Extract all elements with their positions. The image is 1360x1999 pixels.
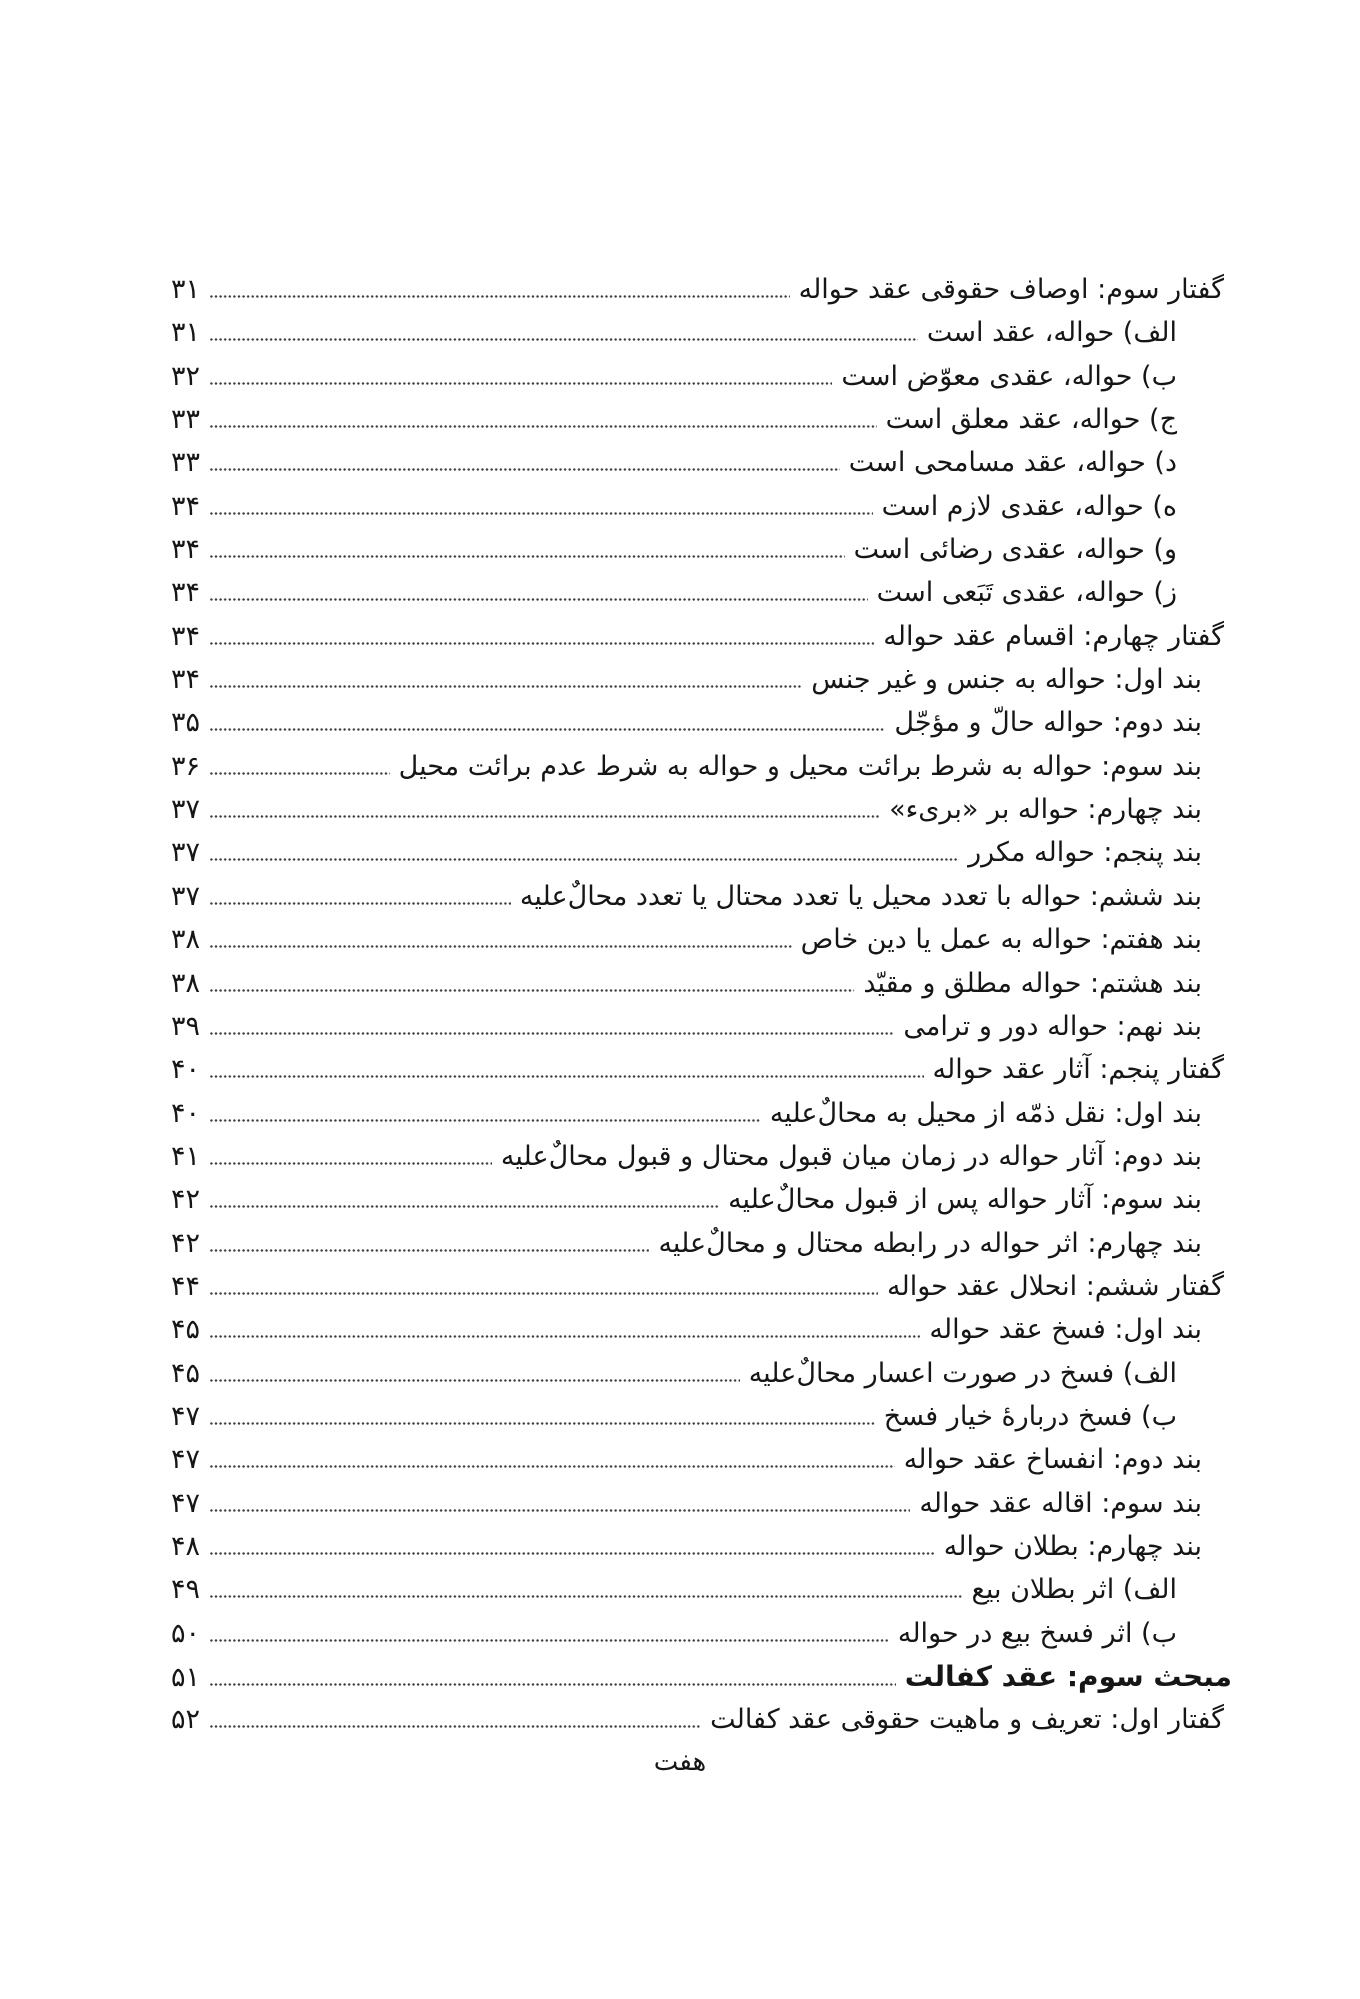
dot-leader [210,555,845,558]
entry-title: بند ششم: حواله با تعدد محیل یا تعدد محتال یا تعدد محالٌ‌علیه [519,880,1202,912]
dot-leader [210,1205,719,1208]
dot-leader [210,858,959,861]
toc-row [150,1482,1232,1525]
toc-row [150,918,1232,961]
dot-leader [210,1509,910,1512]
entry-title: الف) حواله، عقد است [926,317,1177,349]
entry-page-number: ۳۴ [170,534,200,566]
dot-leader [210,902,511,905]
page-footer-label: هفت [653,1747,707,1777]
dot-leader [210,1725,701,1728]
entry-title: ج) حواله، عقد معلق است [885,404,1177,436]
toc-row [150,311,1232,354]
entry-page-number: ۳۷ [170,794,200,826]
dot-leader [210,598,868,601]
toc-row [150,571,1232,614]
entry-title: الف) فسخ در صورت اعسار محالٌ‌علیه [748,1357,1177,1389]
dot-leader [210,1465,895,1468]
toc-row [150,1655,1232,1698]
dot-leader [210,338,918,341]
toc-row [150,1698,1232,1741]
toc-row [150,441,1232,484]
dot-leader [210,642,874,645]
entry-title: گفتار سوم: اوصاف حقوقی عقد حواله [798,274,1224,305]
entry-page-number: ۳۱ [170,317,200,349]
entry-page-number: ۴۲ [170,1184,200,1216]
entry-title: بند چهارم: بطلان حواله [943,1530,1202,1562]
toc-row [150,1092,1232,1135]
entry-page-number: ۳۴ [170,664,200,696]
toc-row [150,1265,1232,1308]
toc-row [150,1222,1232,1265]
dot-leader [210,945,792,948]
dot-leader [210,1683,896,1686]
entry-title: بند نهم: حواله دور و ترامی [903,1010,1202,1042]
toc-row [150,355,1232,398]
entry-page-number: ۳۴ [170,577,200,609]
entry-page-number: ۳۸ [170,967,200,999]
entry-page-number: ۴۱ [170,1140,200,1172]
entry-title: بند پنجم: حواله مکرر [968,837,1202,869]
entry-title: بند چهارم: اثر حواله در رابطه محتال و محالٌ‌علیه [658,1227,1202,1259]
toc-row [150,1525,1232,1568]
toc-row [150,1612,1232,1655]
toc-row [150,1395,1232,1438]
entry-page-number: ۳۲ [170,360,200,392]
entry-title: بند سوم: حواله به شرط برائت محیل و حواله به شرط عدم برائت محیل [398,750,1202,782]
toc-row [150,615,1232,658]
entry-page-number: ۵۱ [170,1662,200,1693]
dot-leader [210,468,840,471]
dot-leader [210,1335,920,1338]
entry-title: الف) اثر بطلان بیع [971,1574,1177,1606]
entry-title: بند دوم: آثار حواله در زمان میان قبول محتال و قبول محالٌ‌علیه [500,1140,1202,1172]
entry-title: گفتار اول: تعریف و ماهیت حقوقی عقد کفالت [710,1704,1224,1736]
toc-row [150,268,1232,311]
dot-leader [210,1162,492,1165]
dot-leader [210,772,390,775]
entry-title: ب) اثر فسخ بیع در حواله [897,1617,1177,1649]
dot-leader [210,1639,889,1642]
dot-leader [210,1249,649,1252]
entry-title: گفتار ششم: انحلال عقد حواله [887,1270,1224,1302]
entry-title: بند چهارم: حواله بر «بریء» [889,794,1202,826]
dot-leader [210,1422,875,1425]
entry-title: د) حواله، عقد مسامحی است [848,447,1177,479]
toc-row [150,1178,1232,1221]
toc-row [150,875,1232,918]
entry-page-number: ۳۱ [170,274,200,305]
dot-leader [210,425,877,428]
dot-leader [210,1552,935,1555]
entry-page-number: ۵۰ [170,1617,200,1649]
entry-title: ب) حواله، عقدی معوّض است [841,360,1177,392]
entry-title: گفتار چهارم: اقسام عقد حواله [883,620,1224,652]
entry-page-number: ۴۷ [170,1487,200,1519]
dot-leader [210,685,802,688]
toc-row [150,1048,1232,1091]
entry-page-number: ۳۴ [170,490,200,522]
toc-row [150,831,1232,874]
toc-row [150,398,1232,441]
entry-page-number: ۴۵ [170,1357,200,1389]
entry-title: بند سوم: آثار حواله پس از قبول محالٌ‌علیه [728,1184,1202,1216]
entry-page-number: ۳۸ [170,924,200,956]
entry-page-number: ۴۸ [170,1530,200,1562]
dot-leader [210,728,885,731]
entry-page-number: ۴۵ [170,1314,200,1346]
entry-title: ب) فسخ دربارۀ خیار فسخ [883,1400,1177,1432]
entry-page-number: ۳۷ [170,880,200,912]
entry-title: مبحث سوم: عقد کفالت [904,1660,1232,1693]
entry-page-number: ۴۴ [170,1270,200,1302]
dot-leader [210,1292,878,1295]
toc-row [150,962,1232,1005]
entry-title: بند هشتم: حواله مطلق و مقیّد [863,967,1202,999]
dot-leader [210,1119,761,1122]
entry-page-number: ۴۷ [170,1400,200,1432]
toc-row [150,658,1232,701]
dot-leader [210,1075,924,1078]
entry-title: ز) حواله، عقدی تَبَعی است [876,577,1177,609]
toc-row [150,528,1232,571]
dot-leader [210,295,790,298]
entry-page-number: ۴۲ [170,1227,200,1259]
entry-title: بند اول: نقل ذمّه از محیل به محالٌ‌علیه [769,1097,1202,1129]
entry-title: بند دوم: حواله حالّ و مؤجّل [894,707,1202,739]
dot-leader [210,815,880,818]
entry-page-number: ۳۴ [170,620,200,652]
entry-page-number: ۳۵ [170,707,200,739]
toc-row [150,485,1232,528]
entry-title: بند سوم: اقاله عقد حواله [919,1487,1202,1519]
entry-title: گفتار پنجم: آثار عقد حواله [932,1054,1224,1086]
entry-page-number: ۴۰ [170,1097,200,1129]
entry-title: و) حواله، عقدی رضائی است [853,534,1177,566]
entry-page-number: ۳۳ [170,447,200,479]
entry-title: بند اول: حواله به جنس و غیر جنس [811,664,1202,696]
entry-page-number: ۳۳ [170,404,200,436]
entry-page-number: ۳۹ [170,1010,200,1042]
toc-row [150,701,1232,744]
toc-row [150,1308,1232,1351]
entry-page-number: ۳۶ [170,750,200,782]
dot-leader [210,1595,962,1598]
entry-page-number: ۴۰ [170,1054,200,1086]
dot-leader [210,1032,894,1035]
dot-leader [210,989,854,992]
entry-title: بند هفتم: حواله به عمل یا دین خاص [800,924,1202,956]
toc-row [150,1568,1232,1611]
entry-page-number: ۴۷ [170,1444,200,1476]
toc-row [150,1005,1232,1048]
dot-leader [210,382,832,385]
entry-page-number: ۵۲ [170,1704,200,1736]
toc-row [150,788,1232,831]
toc-row [150,1135,1232,1178]
entry-page-number: ۴۹ [170,1574,200,1606]
toc-row [150,1352,1232,1395]
toc-row [150,745,1232,788]
dot-leader [210,512,873,515]
toc-row [150,1438,1232,1481]
dot-leader [210,1379,740,1382]
entry-page-number: ۳۷ [170,837,200,869]
entry-title: ه) حواله، عقدی لازم است [881,490,1177,522]
entry-title: بند دوم: انفساخ عقد حواله [903,1444,1202,1476]
entry-title: بند اول: فسخ عقد حواله [929,1314,1202,1346]
